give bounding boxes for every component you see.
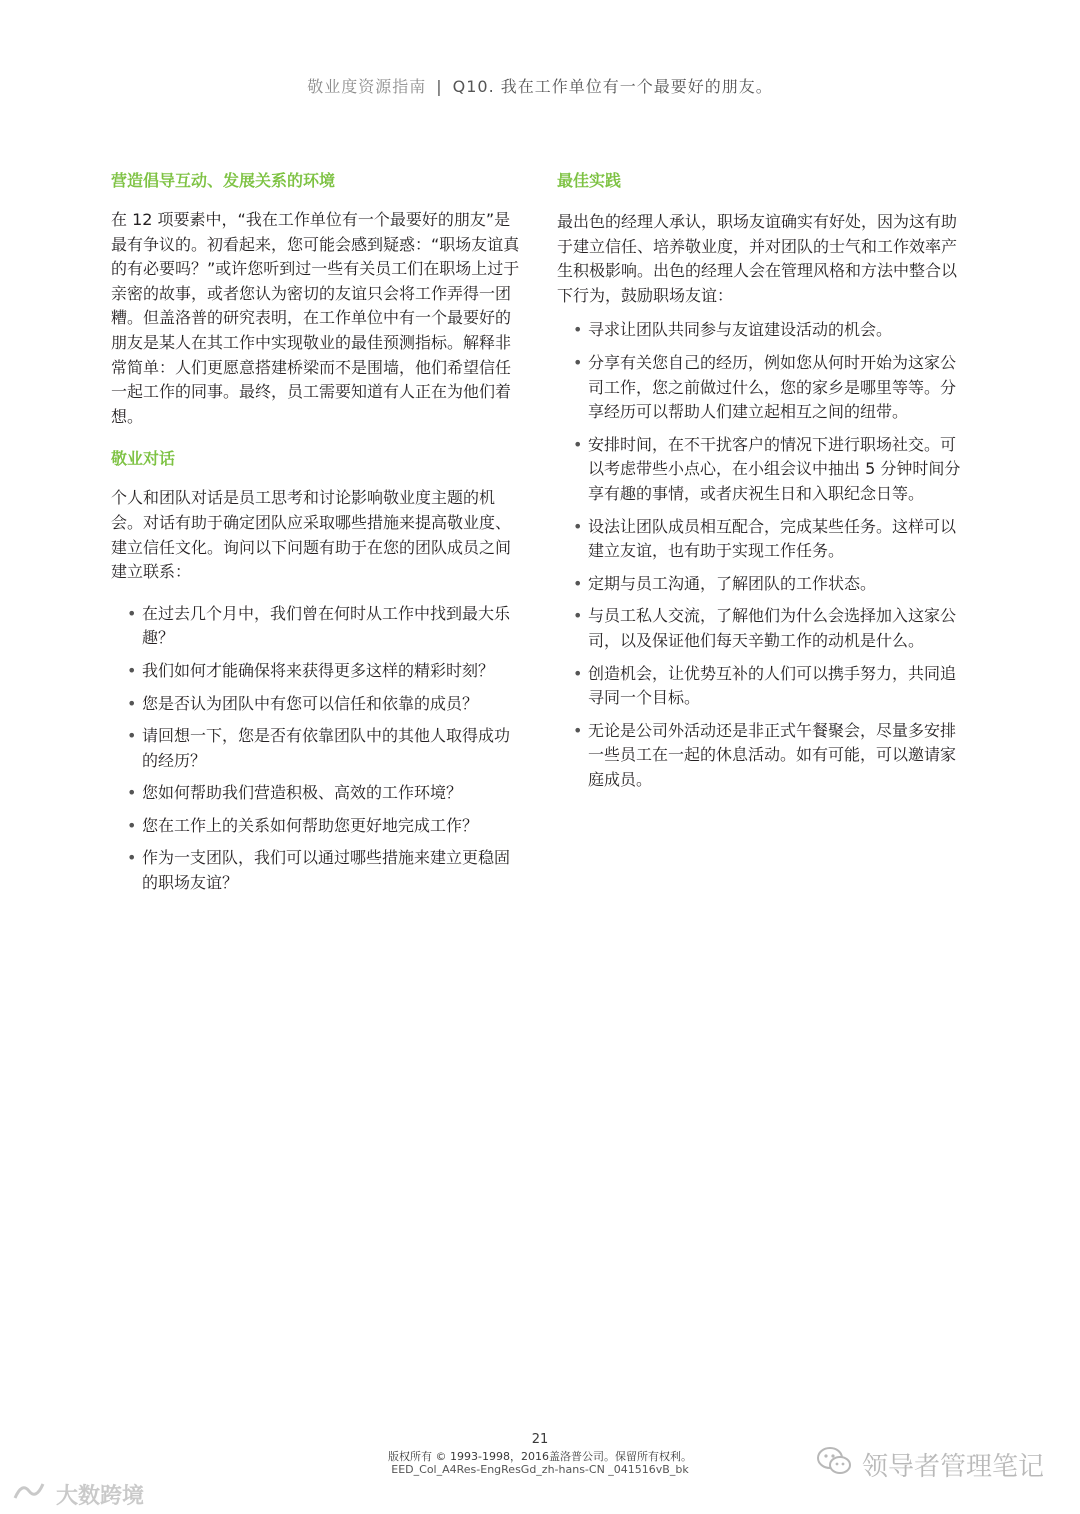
section-body-environment: 在 12 项要素中，“我在工作单位有一个最要好的朋友”是最有争议的。初看起来，您可能会感到疑惑：“职场友谊真的有必要吗？”或许您听到过一些有关员工们在职场上过于亲密的故事，或者您认为密切的友谊只会将工作弄得一团糟。但盖洛普的研究表明，在工作单位中有一个最要好的朋友是某人在其工作中实现敬业的最佳预测指标。解释非常简单：人们更愿意搭建桥梁而不是围墙，他们希望信任一起工作的同事。最终，员工需要知道有人正在为他们着想。 [111, 210, 520, 426]
document-code: EED_Col_A4Res-EngResGd_zh-hans-CN _041516vB_bk [391, 1463, 689, 1476]
watermark-left [12, 1478, 144, 1510]
best-practices-list [557, 318, 967, 792]
list-item: • 定期与员工沟通，了解团队的工作状态。 [557, 572, 967, 597]
bullet-icon: • [127, 603, 137, 623]
list-item: • 您是否认为团队中有您可以信任和依靠的成员？ [111, 692, 521, 717]
bullet-icon: • [573, 606, 583, 626]
bullet-icon: • [573, 516, 583, 536]
list-item: • 您在工作上的关系如何帮助您更好地完成工作？ [111, 814, 521, 839]
guide-title: 敬业度资源指南 [307, 77, 427, 96]
list-item: • 无论是公司外活动还是非正式午餐聚会，尽量多安排一些员工在一起的休息活动。如有可能，可以邀请家庭成员。 [573, 720, 957, 789]
watermark-left-text: 大数跨境 [56, 1483, 145, 1509]
list-item: • 安排时间，在不干扰客户的情况下进行职场社交。可以考虑带些小点心，在小组会议中抽出 5 分钟时间分享有趣的事情，或者庆祝生日和入职纪念日等。 [573, 434, 961, 503]
section-body-dialogue: 个人和团队对话是员工思考和讨论影响敬业度主题的机会。对话有助于确定团队应采取哪些措施来提高敬业度、建立信任文化。询问以下问题有助于在您的团队成员之间建立联系： [111, 488, 512, 582]
wechat-icon [816, 1446, 852, 1483]
page-number: 21 [531, 1432, 549, 1447]
copyright-notice: 版权所有 © 1993-1998，2016盖洛普公司。保留所有权利。 [388, 1450, 692, 1463]
watermark-right [816, 1446, 1044, 1483]
list-item: • 创造机会，让优势互补的人们可以携手努力，共同追寻同一个目标。 [573, 663, 957, 708]
list-item: • 设法让团队成员相互配合，完成某些任务。这样可以建立友谊，也有助于实现工作任务。 [573, 516, 957, 561]
section-heading-dialogue: 敬业对话 [111, 449, 176, 469]
running-header [0, 74, 1080, 97]
list-item: • 您如何帮助我们营造积极、高效的工作环境？ [111, 781, 521, 806]
left-column [111, 168, 521, 904]
bullet-icon: • [127, 726, 137, 746]
list-item: • 分享有关您自己的经历，例如您从何时开始为这家公司工作，您之前做过什么，您的家乡是哪里等等。分享经历可以帮助人们建立起相互之间的纽带。 [573, 352, 957, 422]
watermark-right-text: 领导者管理笔记 [861, 1452, 1044, 1482]
header-separator: | [436, 77, 443, 96]
bullet-icon: • [127, 693, 137, 713]
bullet-icon: • [573, 573, 583, 593]
bullet-icon: • [573, 720, 583, 740]
bullet-icon: • [127, 783, 137, 803]
list-item: • 寻求让团队共同参与友谊建设活动的机会。 [557, 318, 967, 343]
list-item: • 与员工私人交流，了解他们为什么会选择加入这家公司，以及保证他们每天辛勤工作的动机是什么。 [573, 606, 957, 650]
list-item: • 作为一支团队，我们可以通过哪些措施来建立更稳固的职场友谊？ [127, 848, 511, 893]
bullet-icon: • [127, 660, 137, 680]
list-item: • 请回想一下，您是否有依靠团队中的其他人取得成功的经历？ [127, 726, 511, 770]
dialogue-question-list [111, 602, 521, 896]
bullet-icon: • [573, 320, 583, 340]
question-title: Q10. 我在工作单位有一个最要好的朋友。 [452, 77, 773, 96]
section-heading-environment: 营造倡导互动、发展关系的环境 [111, 171, 336, 190]
section-heading-best-practices: 最佳实践 [557, 171, 622, 190]
section-body-best-practices: 最出色的经理人承认，职场友谊确实有好处，因为这有助于建立信任、培养敬业度，并对团队的士气和工作效率产生积极影响。出色的经理人会在管理风格和方法中整合以下行为，鼓励职场友谊： [557, 212, 958, 305]
bullet-icon: • [127, 848, 137, 868]
bullet-icon: • [573, 663, 583, 683]
right-column [557, 168, 967, 800]
list-item: • 在过去几个月中，我们曾在何时从工作中找到最大乐趣？ [127, 603, 511, 648]
list-item: • 我们如何才能确保将来获得更多这样的精彩时刻？ [111, 659, 521, 684]
bullet-icon: • [573, 434, 583, 454]
bullet-icon: • [127, 815, 137, 835]
bullet-icon: • [573, 352, 583, 372]
logo-icon [12, 1478, 46, 1510]
